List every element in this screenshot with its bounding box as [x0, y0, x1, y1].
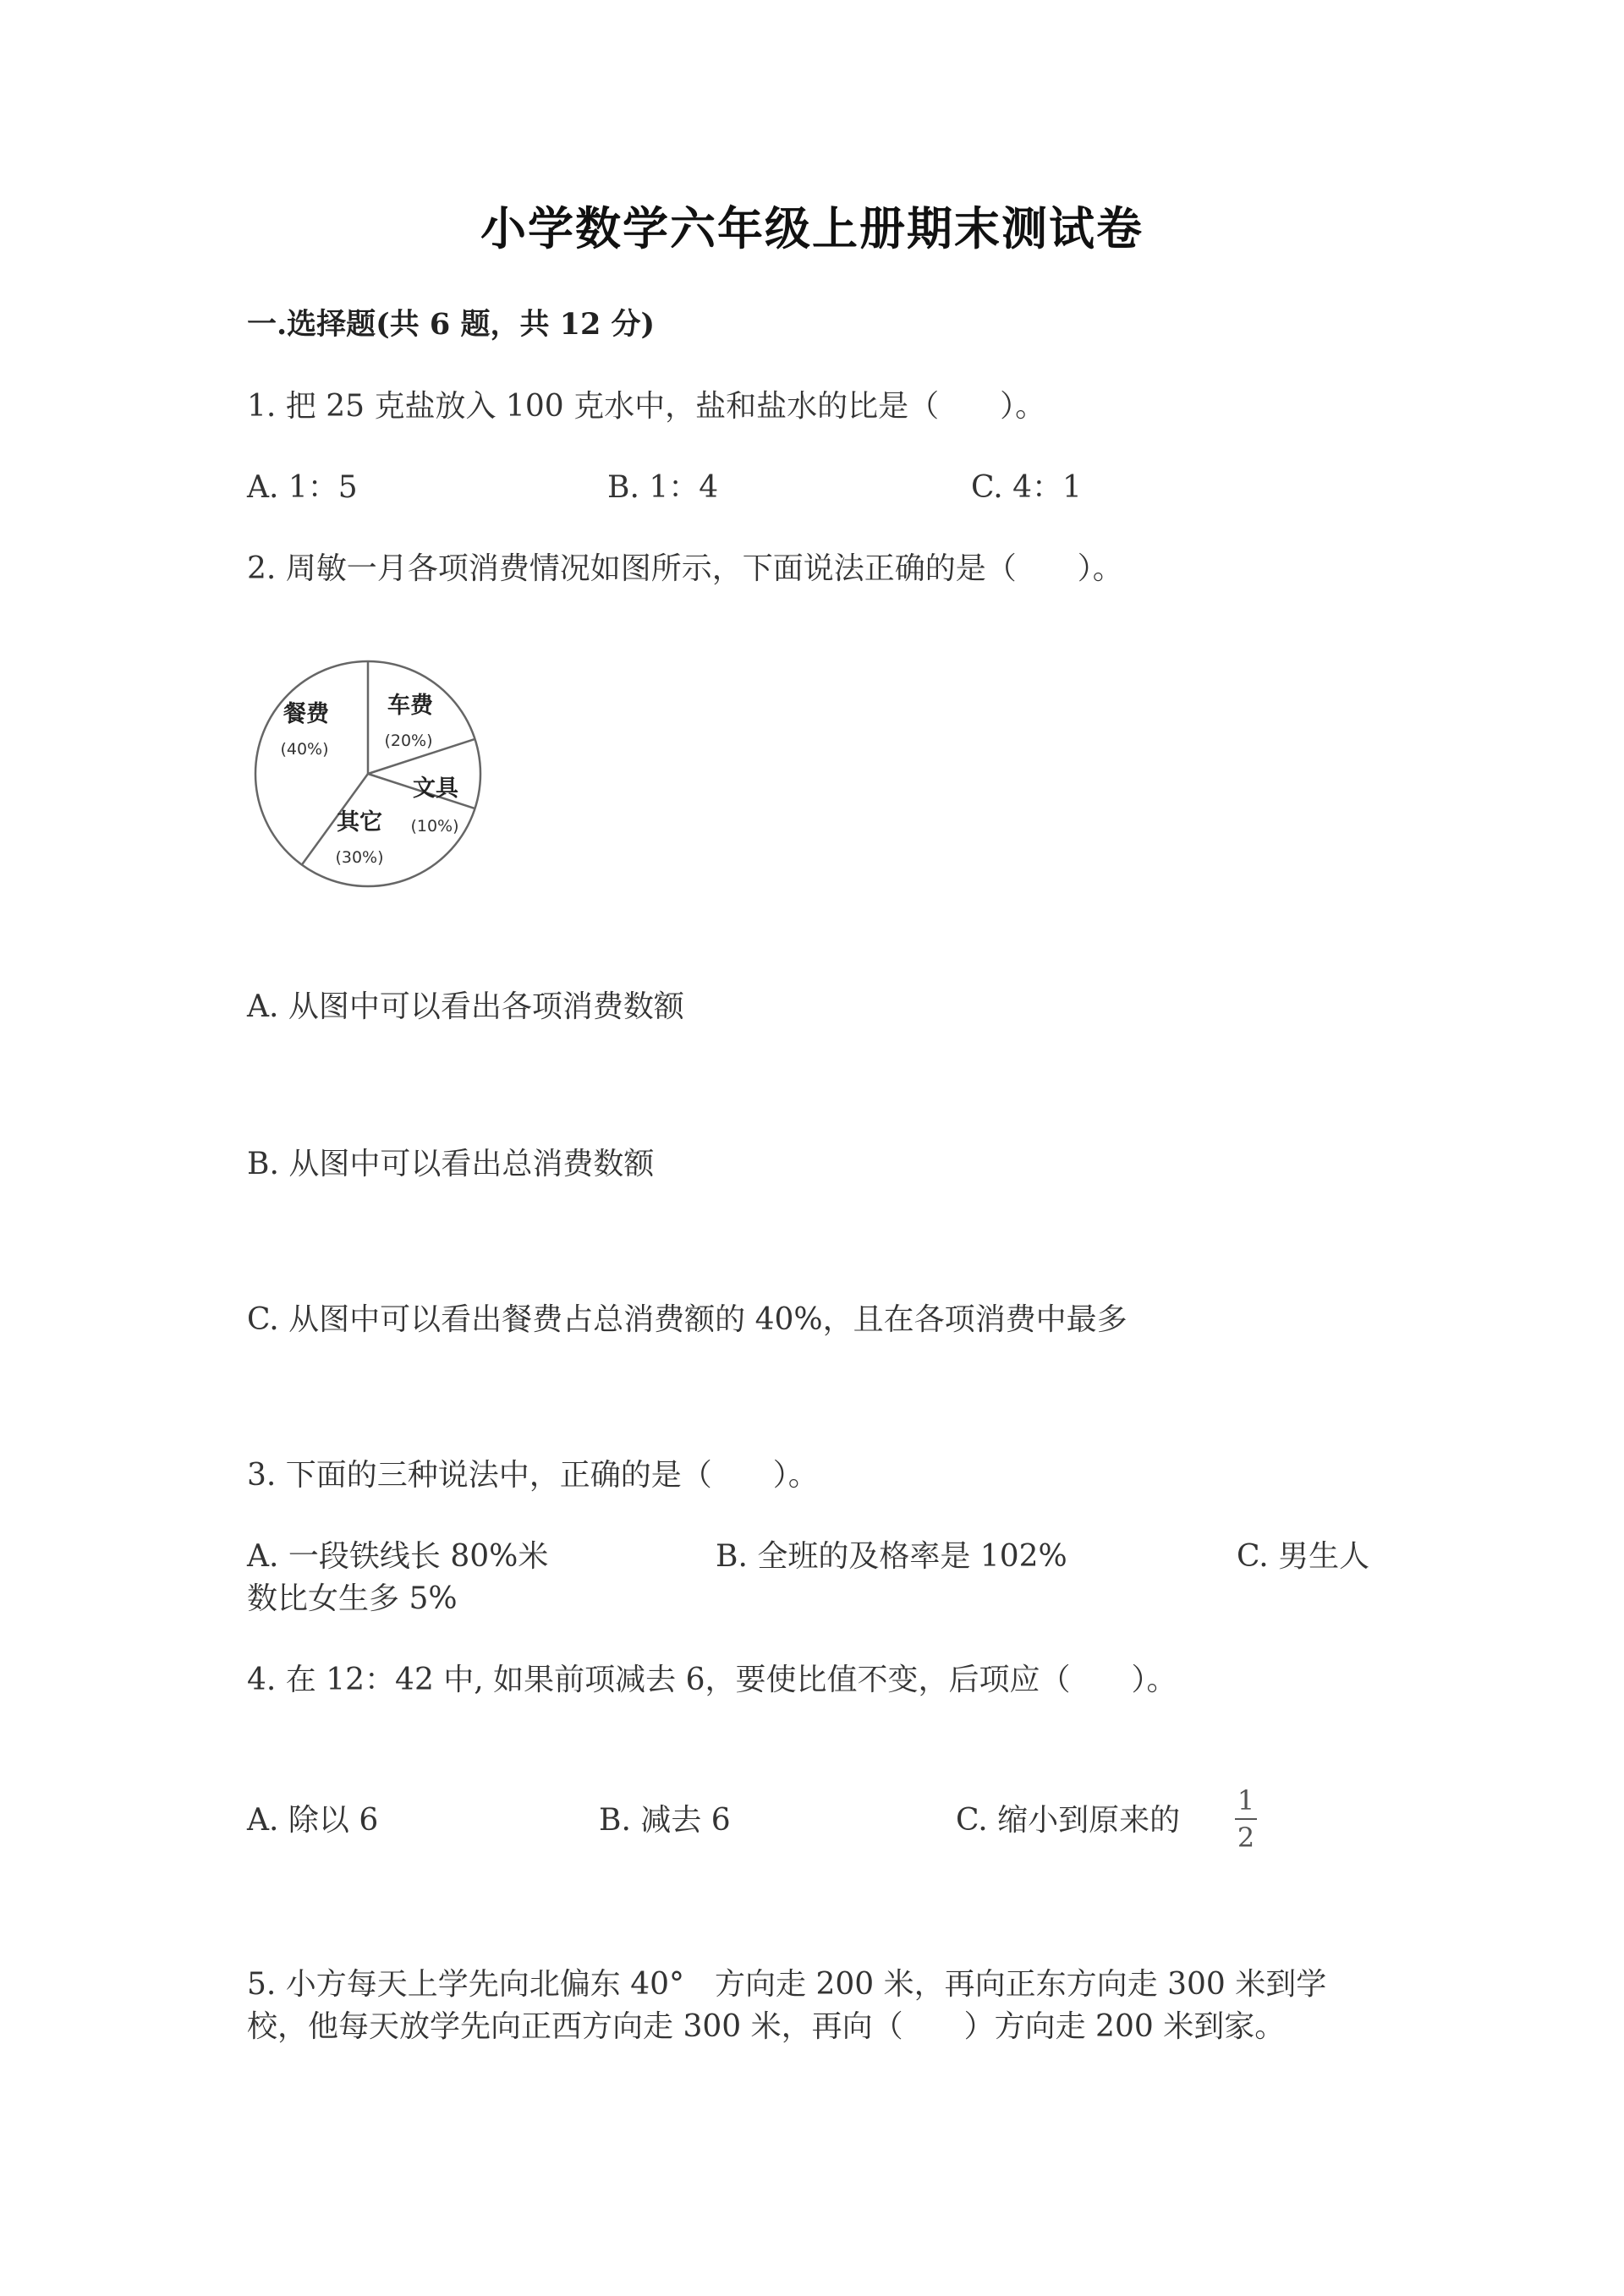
question-1-option-c[interactable]: C. 4：1 [971, 470, 1082, 505]
fraction-bar [1235, 1818, 1257, 1820]
question-3-option-a[interactable]: A. 一段铁线长 80%米 [247, 1539, 549, 1574]
question-4-option-a[interactable]: A. 除以 6 [247, 1803, 379, 1838]
pie-pct-stationery: (10%) [410, 817, 459, 836]
question-4-option-b[interactable]: B. 减去 6 [599, 1803, 731, 1838]
pie-pct-car-fee: (20%) [384, 732, 433, 750]
pie-label-car-fee: 车费 [387, 693, 433, 719]
pie-label-stationery: 文具 [413, 775, 458, 802]
page-title: 小学数学六年级上册期末测试卷 [480, 201, 1144, 255]
pie-chart [245, 655, 499, 901]
fraction-numerator: 1 [1237, 1784, 1255, 1817]
question-1-option-b[interactable]: B. 1：4 [607, 470, 719, 505]
question-5-line-1: 5. 小方每天上学先向北偏东 40° 方向走 200 米，再向正东方向走 300 米到学 [247, 1967, 1327, 2002]
question-5-line-2: 校，他每天放学先向正西方向走 300 米，再向（ ）方向走 200 米到家。 [247, 2009, 1286, 2044]
pie-label-meal-fee: 餐费 [283, 701, 329, 727]
question-3-option-c-continued: 数比女生多 5% [247, 1581, 458, 1616]
pie-pct-other: (30%) [335, 848, 384, 867]
question-3-stem: 3. 下面的三种说法中，正确的是（ ）。 [247, 1458, 819, 1493]
question-4-stem: 4. 在 12：42 中, 如果前项减去 6，要使比值不变，后项应（ ）。 [247, 1663, 1177, 1697]
question-1-option-a[interactable]: A. 1：5 [247, 470, 358, 505]
question-4-option-c[interactable]: C. 缩小到原来的 [956, 1803, 1181, 1838]
fraction-denominator: 2 [1237, 1822, 1255, 1854]
pie-label-other: 其它 [337, 809, 382, 836]
question-2-option-c[interactable]: C. 从图中可以看出餐费占总消费额的 40%，且在各项消费中最多 [247, 1302, 1127, 1337]
question-2-option-a[interactable]: A. 从图中可以看出各项消费数额 [247, 989, 684, 1024]
fraction-one-half [1235, 1784, 1257, 1854]
section-heading: 一.选择题(共 6 题，共 12 分) [247, 307, 656, 342]
question-2-option-b[interactable]: B. 从图中可以看出总消费数额 [247, 1147, 655, 1181]
question-3-option-c[interactable]: C. 男生人 [1237, 1539, 1370, 1574]
pie-pct-meal-fee: (40%) [280, 740, 329, 759]
question-2-stem: 2. 周敏一月各项消费情况如图所示，下面说法正确的是（ ）。 [247, 551, 1123, 586]
question-1-stem: 1. 把 25 克盐放入 100 克水中，盐和盐水的比是（ ）。 [247, 389, 1046, 424]
question-3-option-b[interactable]: B. 全班的及格率是 102% [716, 1539, 1067, 1574]
